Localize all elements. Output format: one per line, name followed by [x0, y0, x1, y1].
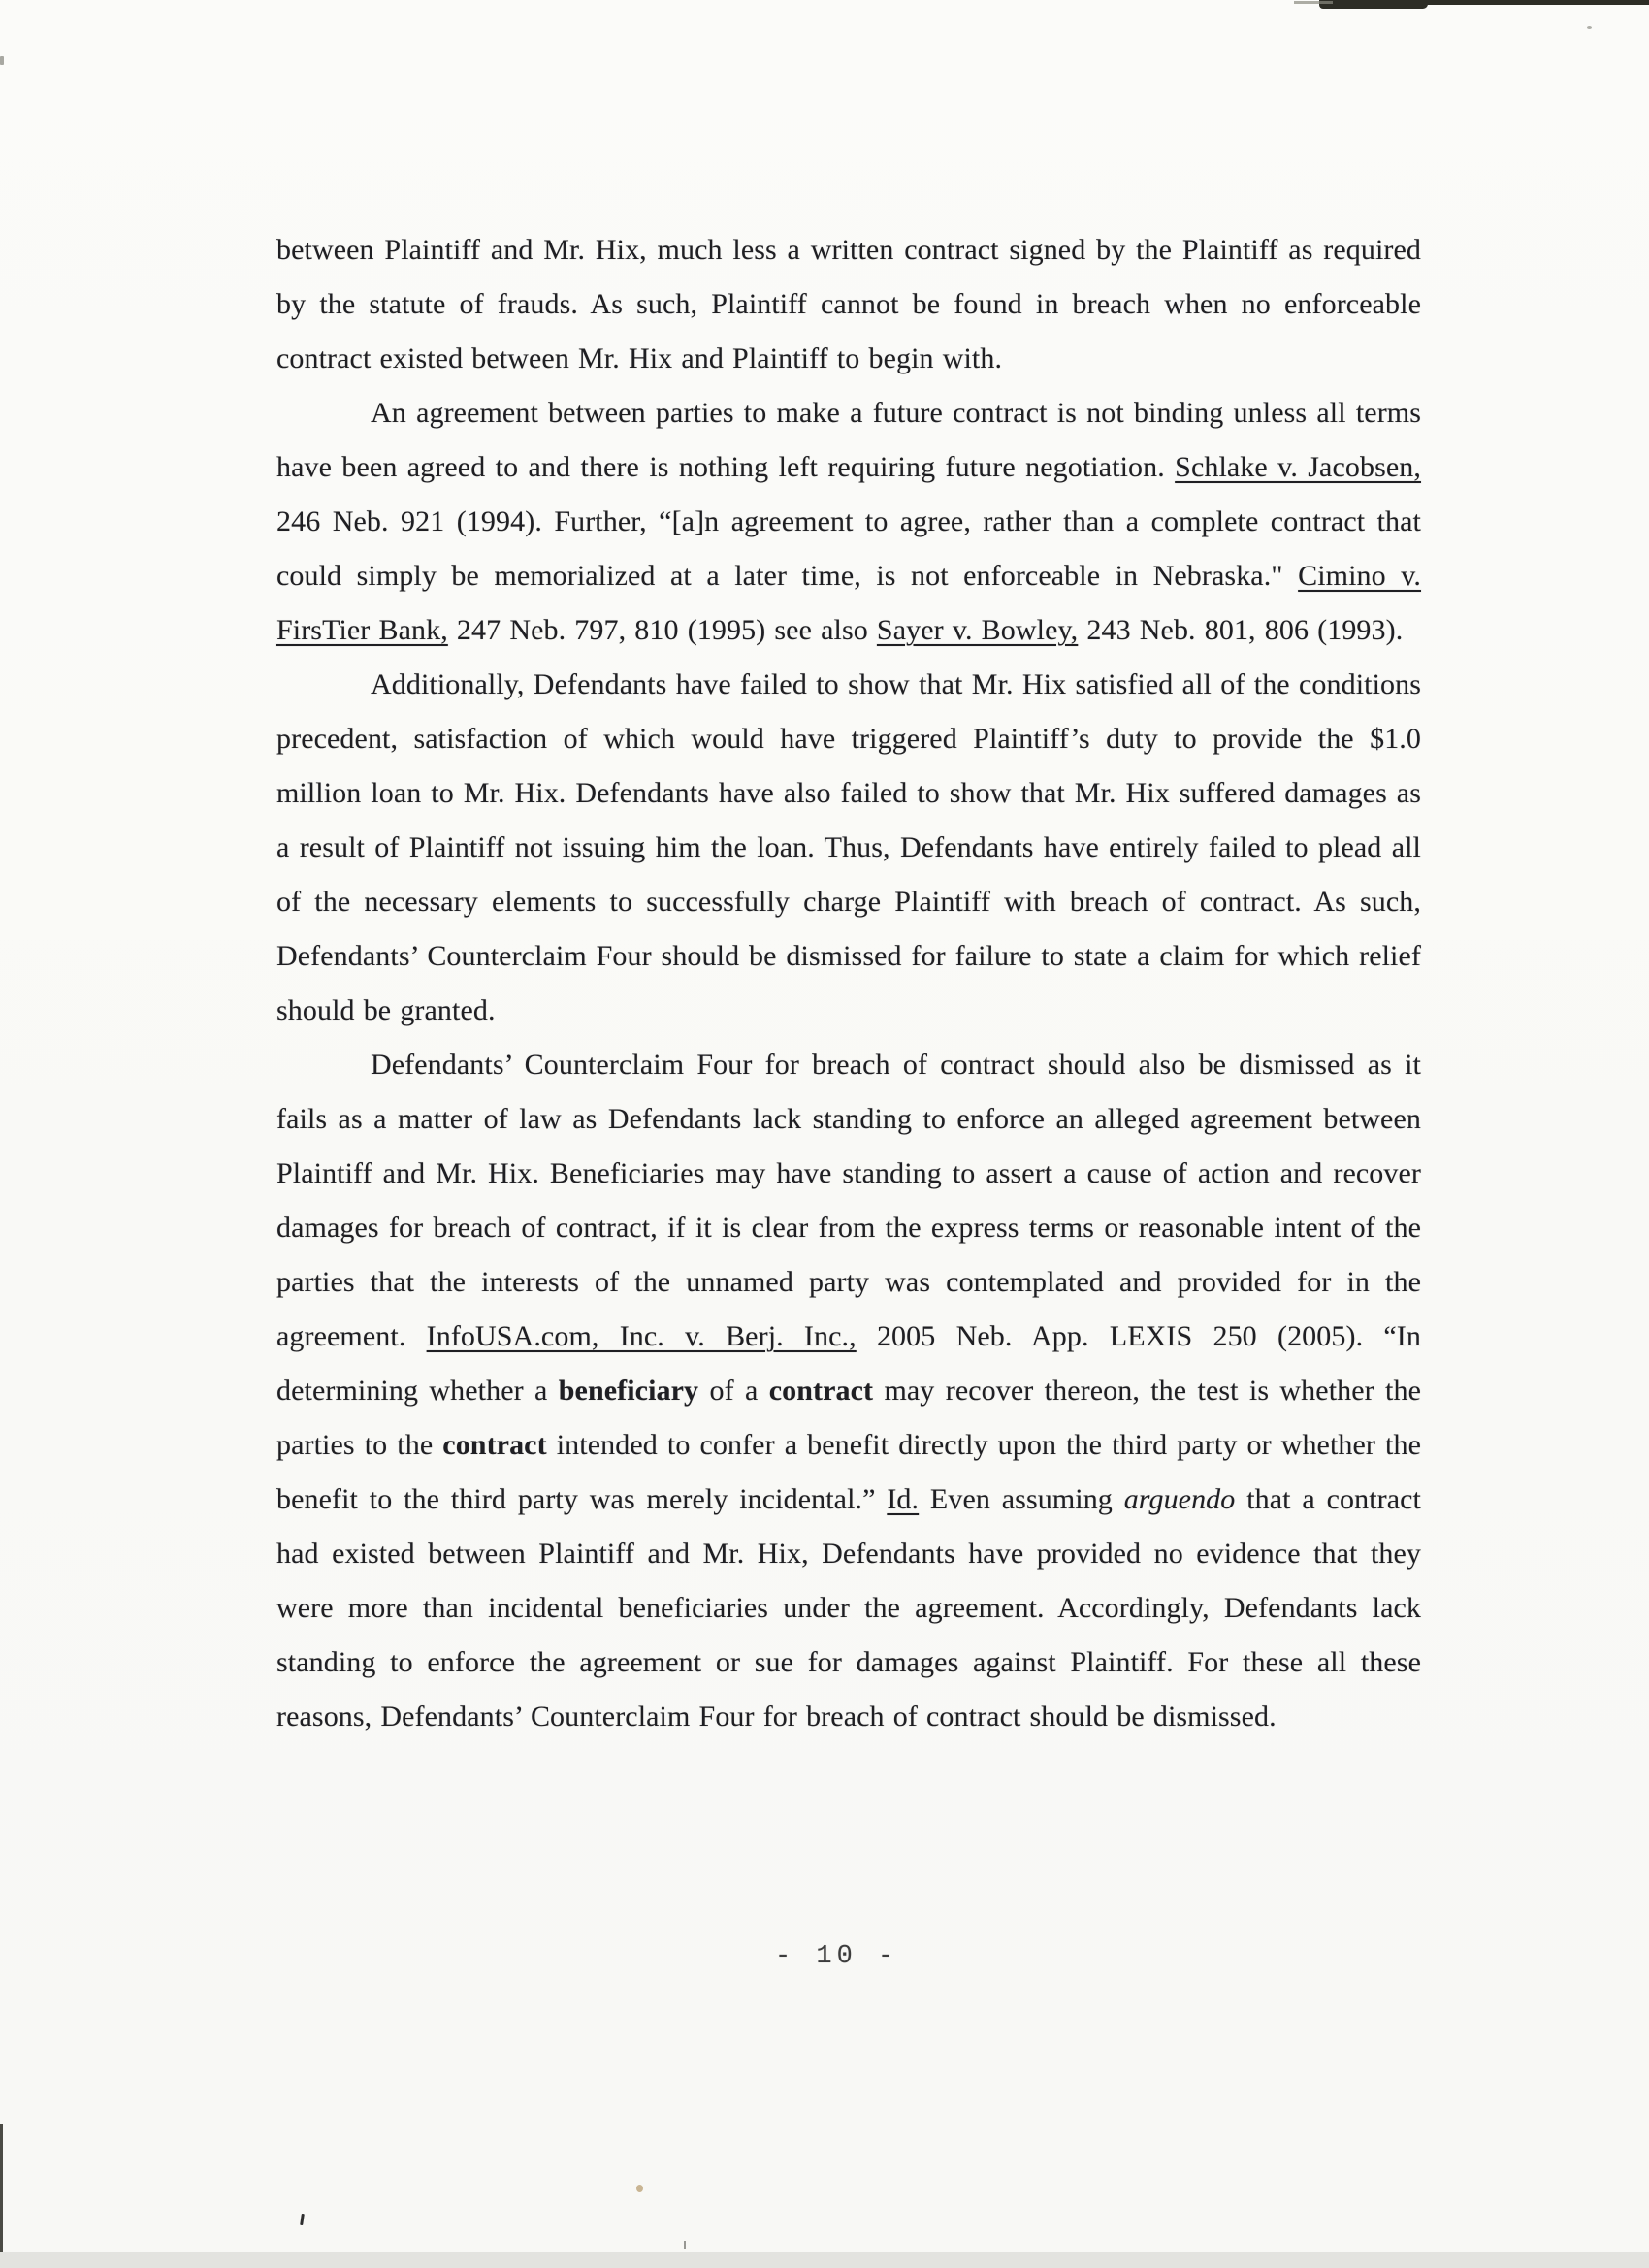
text-run: Additionally, Defendants have failed to show that Mr. Hix satisfied all of the conditions precedent, satisfaction of which would have triggered Plaintiff’s duty to provide the $1.0 million loan to Mr. Hix. Defendants have also failed to show that Mr. Hix suffered damages as a result of Plaintiff not issuing him the loan. Thus, Defendants have entirely failed to plead all of the necessary elements to successfully charge Plaintiff with breach of contract. As such, Defendants’ Counterclaim Four should be dismissed for failure to state a claim for which relief should be granted. — [276, 668, 1421, 1026]
text-run: that a contract had existed between Plaintiff and Mr. Hix, Defendants have provided no evidence that they were more than incidental beneficiaries under the agreement. Accordingly, Defendants lack standing to enforce the agreement or sue for damages against Plaintiff. For these all these reasons, Defendants’ Counterclaim Four for breach of contract should be dismissed. — [276, 1483, 1421, 1733]
text-run: An agreement between parties to make a future contract is not binding unless all terms have been agreed to and there is nothing left requiring future negotiation. — [276, 397, 1421, 483]
paragraph — [276, 223, 1421, 386]
text-run: 246 Neb. 921 (1994). Further, “[a]n agreement to agree, rather than a complete contract that could simply be memorialized at a later time, is not enforceable in Nebraska." — [276, 505, 1421, 592]
case-citation: Id. — [887, 1483, 920, 1515]
case-citation: Schlake v. Jacobsen, — [1175, 451, 1421, 483]
document-body — [276, 223, 1421, 1744]
text-run: between Plaintiff and Mr. Hix, much less a written contract signed by the Plaintiff as required by the statute of frauds. As such, Plaintiff cannot be found in breach when no enforceable contract existed between Mr. Hix and Plaintiff to begin with. — [276, 234, 1421, 374]
scan-speck — [1587, 26, 1592, 29]
text-run: may recover thereon, the test is whether the parties to the — [276, 1375, 1421, 1461]
page-number: - 10 - — [775, 1942, 899, 1971]
scan-bottom-band — [0, 2252, 1649, 2268]
case-citation: InfoUSA.com, Inc. v. Berj. Inc., — [426, 1320, 857, 1352]
text-run: Defendants’ Counterclaim Four for breach of contract should also be dismissed as it fails as a matter of law as Defendants lack standing to enforce an alleged agreement between Plaintiff and Mr. Hix. Beneficiaries may have standing to assert a cause of action and recover damages for breach of contract, if it is clear from the express terms or reasonable intent of the parties that the interests of the unnamed party was contemplated and provided for in the agreement. — [276, 1049, 1421, 1352]
text-run: 2005 Neb. App. LEXIS 250 (2005). “In determining whether a — [276, 1320, 1421, 1407]
ink-speck — [0, 56, 4, 65]
ink-speck — [684, 2241, 686, 2249]
bold-term: contract — [442, 1429, 547, 1461]
paragraph — [276, 658, 1421, 1038]
case-citation: Cimino v. FirsTier Bank, — [276, 560, 1421, 646]
paper-speck — [636, 2185, 643, 2192]
text-run: intended to confer a benefit directly upon the third party or whether the benefit to the third party was merely incidental.” — [276, 1429, 1422, 1515]
scan-edge-artifact-top-faint — [1294, 1, 1333, 4]
ink-speck — [300, 2214, 305, 2225]
paragraph — [276, 386, 1421, 658]
text-run: 247 Neb. 797, 810 (1995) see also — [447, 614, 877, 646]
paragraph — [276, 1038, 1421, 1744]
case-citation: Sayer v. Bowley, — [876, 614, 1079, 646]
text-run: 243 Neb. 801, 806 (1993). — [1078, 614, 1404, 646]
bold-term: beneficiary — [558, 1375, 699, 1407]
italic-term: arguendo — [1123, 1483, 1236, 1515]
scan-edge-artifact-left — [0, 2124, 3, 2268]
text-run: Even assuming — [919, 1483, 1124, 1515]
text-run: of a — [698, 1375, 769, 1407]
bold-term: contract — [768, 1375, 874, 1407]
scan-edge-artifact-top-blob — [1319, 0, 1428, 9]
